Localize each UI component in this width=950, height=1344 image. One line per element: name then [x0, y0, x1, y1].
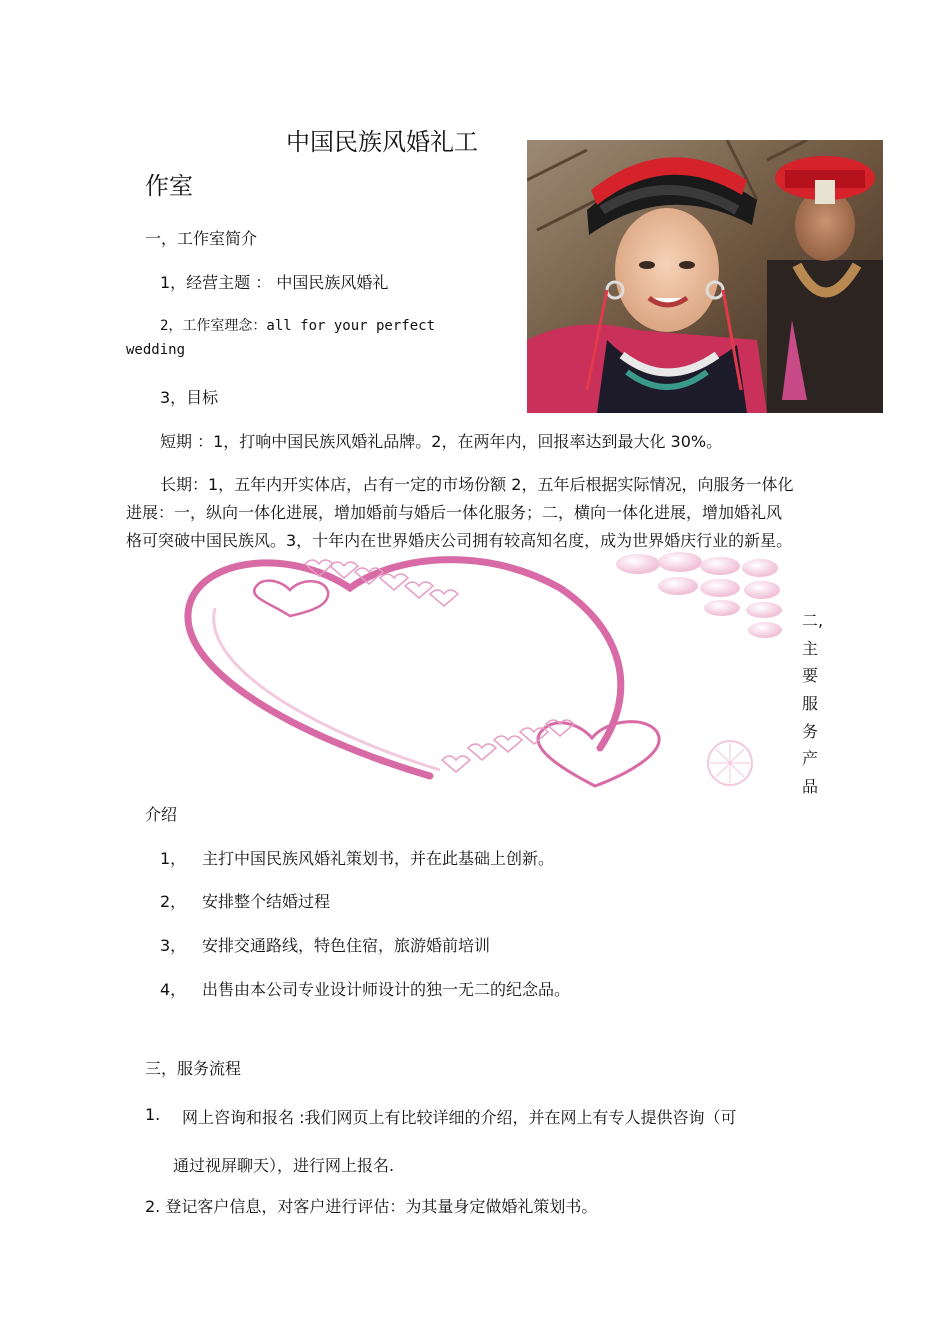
process-step1-line2: 通过视屏聊天），进行网上报名.	[173, 1156, 395, 1175]
long-term-goal-line1: 长期：1，五年内开实体店，占有一定的市场份额 2，五年后根据实际情况，向服务一体化	[160, 475, 794, 494]
process-step2: 2. 登记客户信息，对客户进行评估：为其量身定做婚礼策划书。	[145, 1197, 598, 1216]
section2-heading-tail: 介绍	[145, 805, 178, 824]
section1-item2-line1: 2，工作室理念：all for your perfect	[160, 318, 436, 334]
section2-vertical-char: 要	[802, 666, 819, 685]
long-term-goal-line3: 格可突破中国民族风。3，十年内在世界婚庆公司拥有较高知名度，成为世界婚庆行业的新星。	[126, 531, 793, 550]
section2-vertical-char: 服	[802, 694, 819, 713]
section1-item1: 1，经营主题 ： 中国民族风婚礼	[160, 273, 389, 292]
service-item-num: 1，	[160, 849, 187, 868]
section2-vertical-char: 产	[802, 749, 819, 768]
service-item-num: 2，	[160, 892, 187, 911]
section3-heading: 三，服务流程	[145, 1059, 242, 1078]
section2-vertical-char: 主	[802, 639, 819, 658]
page-title-line1: 中国民族风婚礼工	[286, 128, 478, 156]
service-item: 主打中国民族风婚礼策划书，并在此基础上创新。	[202, 849, 555, 868]
section2-vertical-char: 务	[802, 722, 819, 741]
service-item-num: 3，	[160, 936, 187, 955]
hearts-illustration	[180, 548, 792, 788]
section1-item2-line2: wedding	[126, 342, 186, 358]
long-term-goal-line2: 进展：一，纵向一体化进展，增加婚前与婚后一体化服务；二，横向一体化进展，增加婚礼风	[126, 503, 783, 522]
section1-item3: 3，目标	[160, 388, 219, 407]
section1-heading: 一，工作室简介	[145, 229, 258, 248]
service-item: 安排交通路线，特色住宿，旅游婚前培训	[202, 936, 491, 955]
short-term-goal: 短期 ：1，打响中国民族风婚礼品牌。2，在两年内，回报率达到最大化 30%。	[160, 432, 723, 451]
service-item: 出售由本公司专业设计师设计的独一无二的纪念品。	[202, 980, 571, 999]
section2-vertical-char: 品	[802, 777, 819, 796]
service-item: 安排整个结婚过程	[202, 892, 331, 911]
process-step1-line1: 网上咨询和报名 :我们网页上有比较详细的介绍，并在网上有专人提供咨询（可	[182, 1108, 737, 1127]
process-step1-num: 1.	[145, 1105, 161, 1124]
couple-photo	[527, 140, 883, 413]
service-item-num: 4，	[160, 980, 187, 999]
section2-vertical-char: 二,	[802, 611, 824, 630]
page-title-line2: 作室	[145, 172, 193, 200]
